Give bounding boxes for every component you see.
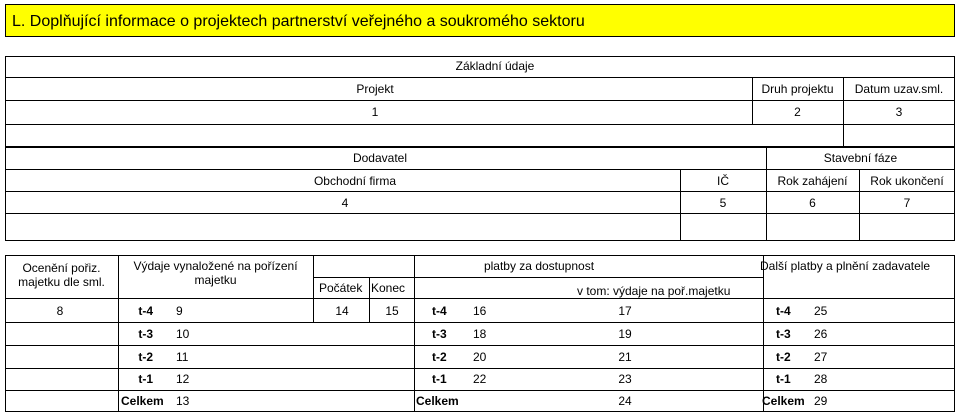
row-key: t-2 (138, 350, 153, 364)
row-value: 23 (618, 372, 632, 386)
divider (5, 345, 955, 346)
contract-date-num: 3 (895, 105, 903, 119)
divider (5, 77, 955, 78)
divider (5, 100, 955, 101)
company-name-label: Obchodní firma (313, 174, 397, 188)
divider (5, 368, 955, 369)
row-value: 19 (618, 327, 632, 341)
expenses-label-2: majetku (194, 273, 237, 287)
row-value: 9 (176, 304, 183, 318)
row-value: 24 (618, 394, 632, 408)
end-num: 15 (385, 304, 399, 318)
row-value: 17 (618, 304, 632, 318)
row-value: 29 (814, 394, 828, 408)
row-key: t-1 (432, 372, 447, 386)
project-type-num: 2 (794, 105, 801, 119)
row-key: Celkem (762, 394, 805, 408)
project-label: Projekt (356, 82, 394, 96)
end-year-label: Rok ukončení (870, 174, 944, 188)
divider (5, 213, 955, 214)
end-year-num: 7 (903, 196, 911, 210)
row-value: 13 (176, 394, 190, 408)
divider (5, 191, 955, 192)
row-key: t-2 (776, 350, 791, 364)
page-title: L. Doplňující informace o projektech partnerství veřejného a soukromého sektoru (12, 13, 585, 30)
row-key: t-3 (432, 327, 447, 341)
start-year-label: Rok zahájení (777, 174, 848, 188)
start-label: Počátek (319, 281, 363, 295)
divider (313, 255, 314, 322)
basic-section-header: Základní údaje (455, 59, 535, 73)
of-which-label: v tom: výdaje na poř.majetku (577, 284, 731, 298)
expenses-label: Výdaje vynaložené na pořízení (133, 259, 298, 273)
divider (5, 169, 955, 170)
divider (5, 322, 955, 323)
row-key: Celkem (121, 394, 164, 408)
divider (369, 277, 370, 322)
row-value: 11 (176, 350, 189, 364)
row-key: t-1 (138, 372, 153, 386)
row-value: 21 (618, 350, 632, 364)
row-value: 12 (176, 372, 190, 386)
project-type-label: Druh projektu (761, 82, 834, 96)
end-label: Konec (371, 281, 406, 295)
row-value: 28 (814, 372, 828, 386)
row-key: Celkem (416, 394, 459, 408)
other-payments-label: Další platby a plnění zadavatele (760, 259, 931, 273)
row-key: t-4 (138, 304, 153, 318)
start-num: 14 (335, 304, 349, 318)
row-value: 27 (814, 350, 828, 364)
divider (5, 390, 955, 391)
row-value: 16 (473, 304, 487, 318)
row-key: t-1 (776, 372, 791, 386)
divider (313, 277, 763, 278)
valuation-label: Ocenění pořiz. (22, 261, 101, 275)
row-value: 10 (176, 327, 190, 341)
ic-num: 5 (719, 196, 727, 210)
divider (5, 298, 955, 299)
title-bar (5, 4, 955, 37)
row-value: 25 (814, 304, 828, 318)
row-value: 18 (473, 327, 487, 341)
project-num: 1 (371, 105, 379, 119)
valuation-num: 8 (56, 304, 64, 318)
divider (414, 255, 415, 412)
valuation-label-2: majetku dle sml. (18, 275, 105, 289)
row-value: 26 (814, 327, 828, 341)
construction-phase-header: Stavební fáze (823, 151, 898, 165)
start-year-num: 6 (809, 196, 816, 210)
row-key: t-3 (776, 327, 791, 341)
divider (763, 255, 764, 412)
row-value: 20 (473, 350, 487, 364)
row-value: 22 (473, 372, 487, 386)
supplier-section-header: Dodavatel (352, 151, 408, 165)
contract-date-label: Datum uzav.sml. (854, 82, 944, 96)
row-key: t-2 (432, 350, 447, 364)
row-key: t-3 (138, 327, 153, 341)
ic-label: IČ (717, 174, 729, 188)
divider (5, 124, 955, 125)
company-name-num: 4 (341, 196, 349, 210)
row-key: t-4 (432, 304, 447, 318)
availability-payments-label: platby za dostupnost (483, 259, 595, 273)
row-key: t-4 (776, 304, 791, 318)
